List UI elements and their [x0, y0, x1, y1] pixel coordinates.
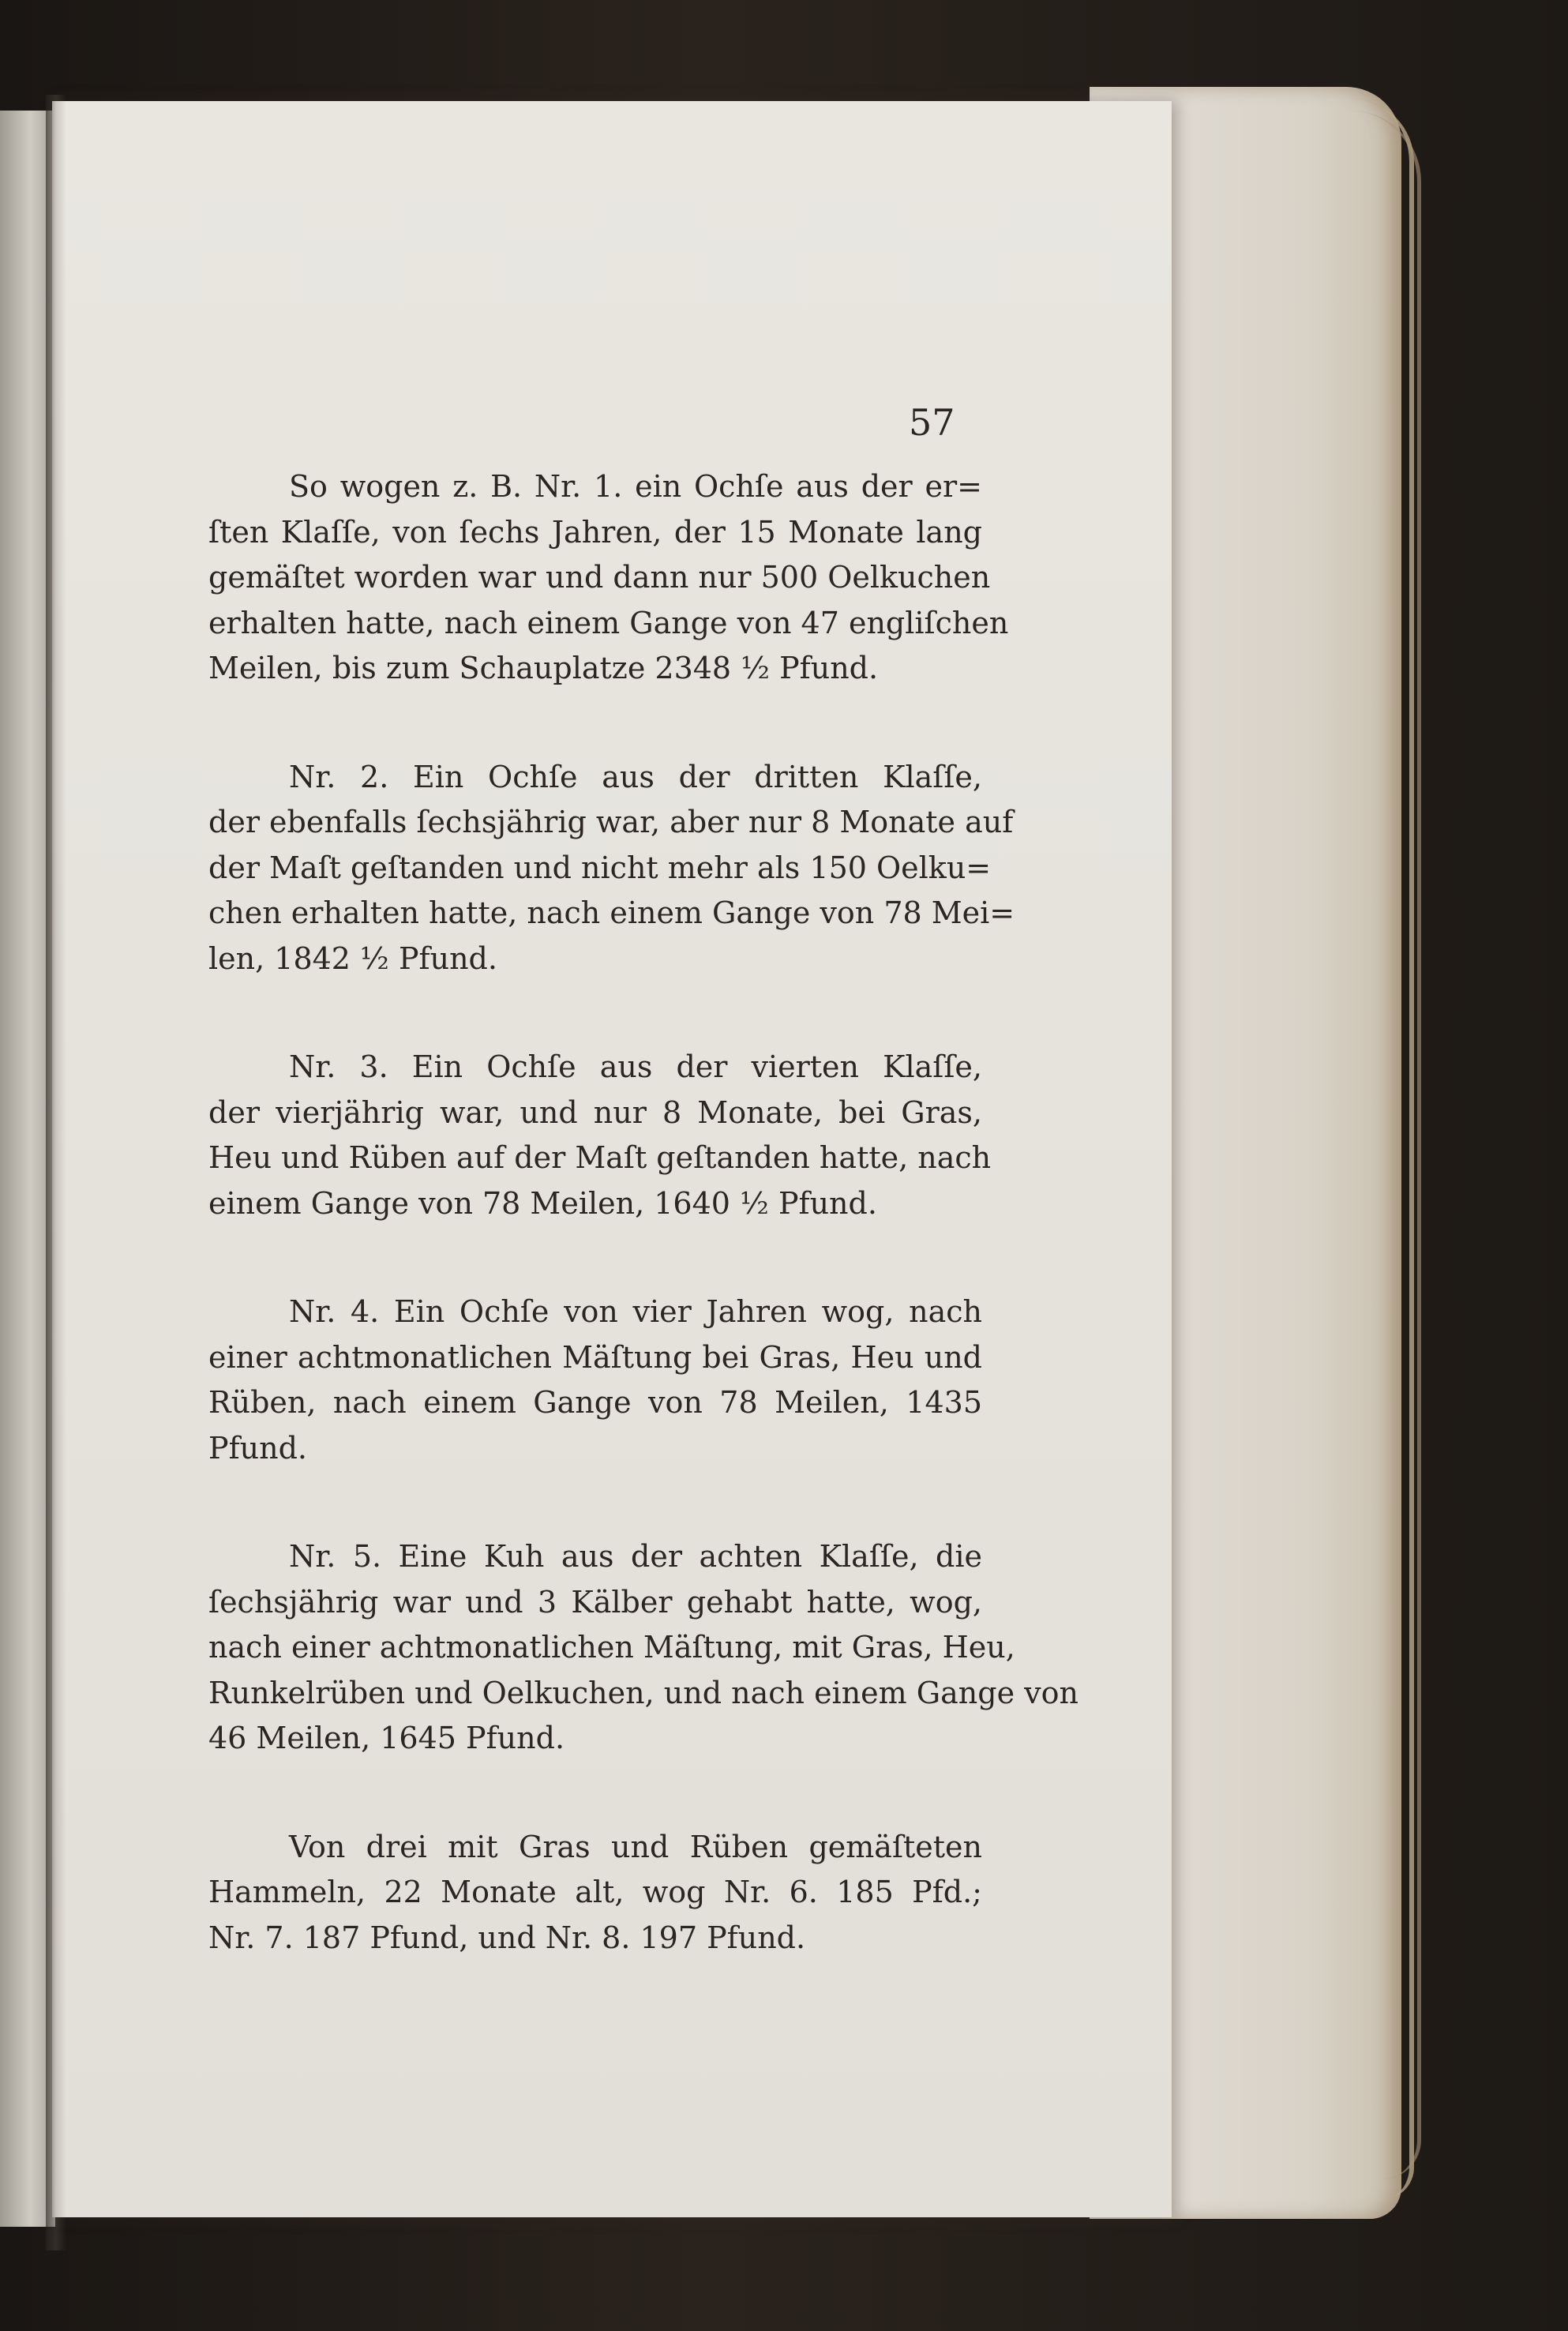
body-text: [208, 464, 1078, 1961]
text-line: der vierjährig war, und nur 8 Monate, bei Gras,: [208, 1094, 982, 1130]
text-line: einer achtmonatlichen Mäſtung bei Gras, Heu und: [208, 1339, 982, 1375]
text-line: Runkelrüben und Oelkuchen, und nach einem Gange von: [208, 1675, 1078, 1710]
text-line: Nr. 2. Ein Ochſe aus der dritten Klaſſe,: [289, 759, 982, 794]
text-line: erhalten hatte, nach einem Gange von 47 engliſchen: [208, 605, 1009, 640]
paragraph-gap: [208, 1762, 982, 1825]
text-line: nach einer achtmonatlichen Mäſtung, mit Gras, Heu,: [208, 1630, 1015, 1665]
text-line: Rüben, nach einem Gange von 78 Meilen, 1435: [208, 1385, 982, 1420]
paragraph: [208, 1825, 982, 1961]
binding-gutter: [46, 95, 66, 2250]
paragraph: [208, 464, 1009, 692]
text-line: Nr. 3. Ein Ochſe aus der vierten Klaſſe,: [289, 1049, 982, 1084]
paragraph: [208, 1289, 982, 1471]
paragraph-gap: [208, 982, 982, 1045]
text-line: chen erhalten hatte, nach einem Gange von 78 Mei=: [208, 895, 1015, 930]
text-line: Nr. 5. Eine Kuh aus der achten Klaſſe, die: [289, 1539, 982, 1574]
text-line: Heu und Rüben auf der Maſt geſtanden hatte, nach: [208, 1140, 992, 1175]
text-line: der Maſt geſtanden und nicht mehr als 150 Oelku=: [208, 850, 992, 885]
paragraph-gap: [208, 1471, 982, 1534]
text-line: Hammeln, 22 Monate alt, wog Nr. 6. 185 Pfd.;: [208, 1875, 982, 1909]
book-page: [52, 101, 1172, 2217]
text-line: der ebenfalls ſechsjährig war, aber nur 8 Monate auf: [208, 805, 1014, 839]
text-line: Von drei mit Gras und Rüben gemäſteten: [289, 1829, 982, 1864]
text-line: Nr. 7. 187 Pfund, und Nr. 8. 197 Pfund.: [208, 1920, 806, 1955]
paragraph-gap: [208, 692, 982, 755]
text-line: einem Gange von 78 Meilen, 1640 ½ Pfund.: [208, 1185, 877, 1221]
page-stack-edge-line: [1145, 111, 1421, 2179]
text-line: So wogen z. B. Nr. 1. ein Ochſe aus der er=: [289, 469, 982, 504]
text-line: Pfund.: [208, 1430, 307, 1466]
text-line: 46 Meilen, 1645 Pfund.: [208, 1721, 565, 1755]
text-line: gemäſtet worden war und dann nur 500 Oelkuchen: [208, 560, 991, 595]
paragraph: [208, 1045, 992, 1226]
text-line: len, 1842 ½ Pfund.: [208, 940, 497, 976]
text-line: ſten Klaſſe, von ſechs Jahren, der 15 Monate lang: [208, 514, 982, 550]
page-number: 57: [909, 401, 955, 444]
paragraph-gap: [208, 1226, 982, 1289]
text-line: Nr. 4. Ein Ochſe von vier Jahren wog, nach: [289, 1294, 982, 1329]
paragraph: [208, 755, 1015, 982]
paragraph: [208, 1534, 1078, 1762]
text-line: Meilen, bis zum Schauplatze 2348 ½ Pfund.: [208, 651, 879, 685]
text-line: ſechsjährig war und 3 Kälber gehabt hatte, wog,: [208, 1584, 982, 1620]
